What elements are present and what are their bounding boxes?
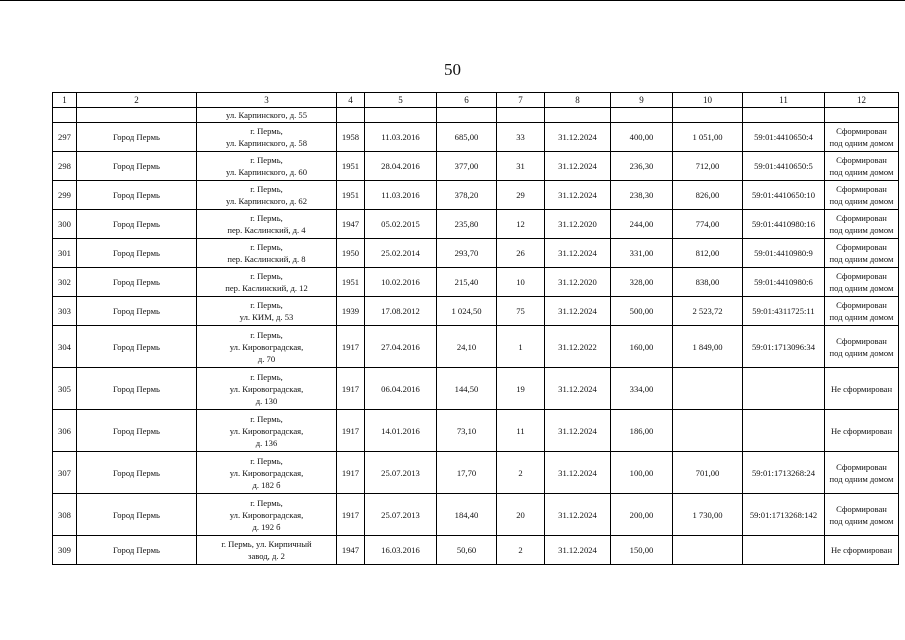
address-line: г. Пермь, ул. Кирпичный	[221, 539, 312, 549]
cell-status	[825, 326, 899, 368]
column-header: 8	[545, 93, 611, 108]
cell-address	[197, 536, 337, 565]
cell-row-number: 299	[53, 181, 77, 210]
cell-build-year: 1951	[337, 152, 365, 181]
cell-deadline: 31.12.2024	[545, 297, 611, 326]
status-line: Сформирован	[836, 300, 887, 310]
cell-settlement: Город Пермь	[77, 297, 197, 326]
cell-area: 378,20	[437, 181, 497, 210]
cell-date: 25.07.2013	[365, 452, 437, 494]
cell-amount: 238,30	[611, 181, 673, 210]
cell-residents: 11	[497, 410, 545, 452]
address-line: ул. Карпинского, д. 62	[225, 196, 308, 206]
address-line: д. 130	[255, 395, 278, 406]
cell-date: 06.04.2016	[365, 368, 437, 410]
cell-value	[673, 410, 743, 452]
cell-cadastral-number: 59:01:4410650:4	[743, 123, 825, 152]
address-line: г. Пермь,	[250, 300, 283, 310]
status-line: Сформирован	[836, 335, 887, 346]
register-table	[52, 92, 899, 565]
address-line: пер. Каслинский, д. 12	[225, 283, 308, 293]
cell-deadline: 31.12.2022	[545, 326, 611, 368]
cell-value: 1 730,00	[673, 494, 743, 536]
status-line: Не сформирован	[830, 425, 893, 436]
cell-row-number: 297	[53, 123, 77, 152]
cell-amount: 236,30	[611, 152, 673, 181]
cell-residents: 33	[497, 123, 545, 152]
cell-residents: 12	[497, 210, 545, 239]
table-row	[53, 536, 899, 565]
column-header: 3	[197, 93, 337, 108]
table-row	[53, 181, 899, 210]
cell-settlement: Город Пермь	[77, 410, 197, 452]
cell-settlement: Город Пермь	[77, 494, 197, 536]
cell-amount: 334,00	[611, 368, 673, 410]
address-line: г. Пермь,	[250, 413, 283, 424]
cell-area: 215,40	[437, 268, 497, 297]
cell-area: 1 024,50	[437, 297, 497, 326]
cell-cadastral-number: 59:01:4410980:6	[743, 268, 825, 297]
status-line: под одним домом	[829, 138, 894, 148]
empty-cell	[53, 108, 77, 123]
cell-residents: 1	[497, 326, 545, 368]
cell-residents: 19	[497, 368, 545, 410]
status-line: Сформирован	[836, 461, 887, 472]
cell-status	[825, 123, 899, 152]
cell-date: 05.02.2015	[365, 210, 437, 239]
status-line: Сформирован	[836, 242, 887, 252]
cell-cadastral-number: 59:01:4410980:16	[743, 210, 825, 239]
cell-status	[825, 268, 899, 297]
status-line: Сформирован	[836, 271, 887, 281]
cell-cadastral-number: 59:01:4410980:9	[743, 239, 825, 268]
cell-deadline: 31.12.2024	[545, 536, 611, 565]
cell-status	[825, 368, 899, 410]
cell-residents: 26	[497, 239, 545, 268]
cell-status	[825, 494, 899, 536]
cell-date: 27.04.2016	[365, 326, 437, 368]
table-row	[53, 210, 899, 239]
status-line: под одним домом	[829, 283, 894, 293]
address-line: ул. Кировоградская,	[229, 383, 304, 394]
cell-address	[197, 268, 337, 297]
cell-date: 11.03.2016	[365, 123, 437, 152]
cell-value: 1 849,00	[673, 326, 743, 368]
cell-area: 184,40	[437, 494, 497, 536]
address-line: завод, д. 2	[248, 551, 285, 561]
status-line: под одним домом	[829, 347, 894, 358]
cell-build-year: 1951	[337, 268, 365, 297]
empty-cell	[365, 108, 437, 123]
status-line: под одним домом	[829, 254, 894, 264]
address-line: ул. Кировоградская,	[229, 467, 304, 478]
cell-date: 16.03.2016	[365, 536, 437, 565]
cell-status	[825, 210, 899, 239]
column-header: 11	[743, 93, 825, 108]
cell-settlement: Город Пермь	[77, 368, 197, 410]
cell-address	[197, 239, 337, 268]
cell-cadastral-number: 59:01:1713096:34	[743, 326, 825, 368]
address-line: г. Пермь,	[250, 371, 283, 382]
empty-cell	[673, 108, 743, 123]
cell-area: 685,00	[437, 123, 497, 152]
cell-cadastral-number: 59:01:1713268:142	[743, 494, 825, 536]
address-line: г. Пермь,	[250, 455, 283, 466]
table-row	[53, 326, 899, 368]
empty-cell	[337, 108, 365, 123]
cell-date: 25.02.2014	[365, 239, 437, 268]
empty-cell	[825, 108, 899, 123]
empty-cell	[545, 108, 611, 123]
table-row	[53, 152, 899, 181]
cell-deadline: 31.12.2024	[545, 152, 611, 181]
cell-build-year: 1947	[337, 536, 365, 565]
cell-build-year: 1958	[337, 123, 365, 152]
cell-area: 17,70	[437, 452, 497, 494]
cell-build-year: 1947	[337, 210, 365, 239]
cell-row-number: 298	[53, 152, 77, 181]
table-body	[53, 93, 899, 565]
table-row	[53, 268, 899, 297]
cell-row-number: 305	[53, 368, 77, 410]
column-header: 5	[365, 93, 437, 108]
cell-cadastral-number: 59:01:4311725:11	[743, 297, 825, 326]
cell-residents: 29	[497, 181, 545, 210]
status-line: Сформирован	[836, 503, 887, 514]
cell-deadline: 31.12.2024	[545, 368, 611, 410]
cell-build-year: 1917	[337, 410, 365, 452]
cell-value: 826,00	[673, 181, 743, 210]
address-line: г. Пермь,	[250, 329, 283, 340]
cell-row-number: 301	[53, 239, 77, 268]
cell-deadline: 31.12.2024	[545, 494, 611, 536]
table-row	[53, 239, 899, 268]
address-line: д. 192 б	[252, 521, 281, 532]
address-line: д. 136	[255, 437, 278, 448]
cell-address	[197, 494, 337, 536]
continuation-row	[53, 108, 899, 123]
cell-date: 11.03.2016	[365, 181, 437, 210]
address-line: г. Пермь,	[250, 155, 283, 165]
status-line: Сформирован	[836, 184, 887, 194]
empty-cell	[437, 108, 497, 123]
cell-address	[197, 368, 337, 410]
cell-value	[673, 536, 743, 565]
cell-deadline: 31.12.2024	[545, 181, 611, 210]
cell-cadastral-number: 59:01:1713268:24	[743, 452, 825, 494]
address-line: пер. Каслинский, д. 4	[227, 225, 306, 235]
cell-residents: 20	[497, 494, 545, 536]
status-line: под одним домом	[829, 473, 894, 484]
status-line: Сформирован	[836, 155, 887, 165]
cell-deadline: 31.12.2024	[545, 239, 611, 268]
cell-residents: 10	[497, 268, 545, 297]
empty-cell	[743, 108, 825, 123]
cell-cadastral-number: 59:01:4410650:5	[743, 152, 825, 181]
cell-settlement: Город Пермь	[77, 326, 197, 368]
cell-settlement: Город Пермь	[77, 123, 197, 152]
cell-amount: 331,00	[611, 239, 673, 268]
column-header: 12	[825, 93, 899, 108]
cell-build-year: 1917	[337, 494, 365, 536]
cell-deadline: 31.12.2020	[545, 210, 611, 239]
table-row	[53, 494, 899, 536]
cell-amount: 200,00	[611, 494, 673, 536]
cell-address	[197, 152, 337, 181]
cell-amount: 500,00	[611, 297, 673, 326]
cell-status	[825, 152, 899, 181]
cell-area: 24,10	[437, 326, 497, 368]
cell-amount: 328,00	[611, 268, 673, 297]
cell-settlement: Город Пермь	[77, 152, 197, 181]
status-line: под одним домом	[829, 196, 894, 206]
cell-build-year: 1939	[337, 297, 365, 326]
column-header: 10	[673, 93, 743, 108]
cell-status	[825, 239, 899, 268]
cell-address	[197, 410, 337, 452]
cell-row-number: 303	[53, 297, 77, 326]
cell-cadastral-number	[743, 536, 825, 565]
address-line: г. Пермь,	[250, 184, 283, 194]
cell-residents: 2	[497, 536, 545, 565]
top-rule	[0, 0, 905, 1]
address-line: ул. Кировоградская,	[229, 341, 304, 352]
address-line: ул. Кировоградская,	[229, 425, 304, 436]
cell-area: 377,00	[437, 152, 497, 181]
cell-settlement: Город Пермь	[77, 536, 197, 565]
cell-amount: 160,00	[611, 326, 673, 368]
cell-amount: 100,00	[611, 452, 673, 494]
address-line: ул. КИМ, д. 53	[239, 312, 294, 322]
cell-area: 73,10	[437, 410, 497, 452]
cell-deadline: 31.12.2020	[545, 268, 611, 297]
status-line: Не сформирован	[830, 383, 893, 394]
cell-settlement: Город Пермь	[77, 181, 197, 210]
cell-cadastral-number	[743, 410, 825, 452]
cell-status	[825, 297, 899, 326]
cell-row-number: 308	[53, 494, 77, 536]
cell-status	[825, 452, 899, 494]
cell-address	[197, 123, 337, 152]
column-header: 9	[611, 93, 673, 108]
cell-area: 50,60	[437, 536, 497, 565]
cell-deadline: 31.12.2024	[545, 123, 611, 152]
address-line: г. Пермь,	[250, 242, 283, 252]
cell-build-year: 1950	[337, 239, 365, 268]
column-header: 6	[437, 93, 497, 108]
cell-amount: 186,00	[611, 410, 673, 452]
address-line: д. 182 б	[252, 479, 281, 490]
page-number: 50	[444, 60, 461, 79]
column-header: 4	[337, 93, 365, 108]
address-line: ул. Карпинского, д. 58	[225, 138, 308, 148]
cell-address	[197, 181, 337, 210]
cell-status	[825, 181, 899, 210]
cell-status	[825, 536, 899, 565]
cell-settlement: Город Пермь	[77, 210, 197, 239]
address-line: пер. Каслинский, д. 8	[227, 254, 306, 264]
cell-residents: 2	[497, 452, 545, 494]
status-line: Не сформирован	[830, 545, 893, 555]
cell-date: 10.02.2016	[365, 268, 437, 297]
table-row	[53, 123, 899, 152]
cell-value: 838,00	[673, 268, 743, 297]
table-row	[53, 452, 899, 494]
cell-row-number: 306	[53, 410, 77, 452]
cell-value: 774,00	[673, 210, 743, 239]
cell-deadline: 31.12.2024	[545, 410, 611, 452]
cell-row-number: 309	[53, 536, 77, 565]
column-header: 2	[77, 93, 197, 108]
cell-settlement: Город Пермь	[77, 268, 197, 297]
cell-area: 293,70	[437, 239, 497, 268]
cell-area: 144,50	[437, 368, 497, 410]
address-line: ул. Карпинского, д. 60	[225, 167, 308, 177]
cell-date: 28.04.2016	[365, 152, 437, 181]
cell-amount: 150,00	[611, 536, 673, 565]
status-line: под одним домом	[829, 225, 894, 235]
cell-settlement: Город Пермь	[77, 452, 197, 494]
cell-date: 17.08.2012	[365, 297, 437, 326]
cell-row-number: 302	[53, 268, 77, 297]
status-line: под одним домом	[829, 312, 894, 322]
cell-residents: 75	[497, 297, 545, 326]
address-line: ул. Кировоградская,	[229, 509, 304, 520]
table-row	[53, 410, 899, 452]
cell-area: 235,80	[437, 210, 497, 239]
cell-row-number: 300	[53, 210, 77, 239]
address-line: г. Пермь,	[250, 497, 283, 508]
cell-amount: 400,00	[611, 123, 673, 152]
cell-deadline: 31.12.2024	[545, 452, 611, 494]
cell-date: 25.07.2013	[365, 494, 437, 536]
cell-cadastral-number	[743, 368, 825, 410]
cell-address	[197, 297, 337, 326]
empty-cell	[611, 108, 673, 123]
empty-cell	[497, 108, 545, 123]
address-line: г. Пермь,	[250, 271, 283, 281]
cell-build-year: 1917	[337, 368, 365, 410]
cell-value: 712,00	[673, 152, 743, 181]
cell-date: 14.01.2016	[365, 410, 437, 452]
column-header: 1	[53, 93, 77, 108]
empty-cell	[77, 108, 197, 123]
address-line: г. Пермь,	[250, 126, 283, 136]
header-row	[53, 93, 899, 108]
cell-row-number: 307	[53, 452, 77, 494]
cell-address	[197, 210, 337, 239]
cell-build-year: 1917	[337, 326, 365, 368]
cell-build-year: 1951	[337, 181, 365, 210]
status-line: Сформирован	[836, 213, 887, 223]
status-line: под одним домом	[829, 515, 894, 526]
cell-address	[197, 452, 337, 494]
cell-value: 2 523,72	[673, 297, 743, 326]
column-header: 7	[497, 93, 545, 108]
cell-value	[673, 368, 743, 410]
cell-amount: 244,00	[611, 210, 673, 239]
cell-address	[197, 326, 337, 368]
cell-value: 701,00	[673, 452, 743, 494]
cell-value: 1 051,00	[673, 123, 743, 152]
table-row	[53, 297, 899, 326]
cell-residents: 31	[497, 152, 545, 181]
address-line: г. Пермь,	[250, 213, 283, 223]
status-line: Сформирован	[836, 126, 887, 136]
cell-cadastral-number: 59:01:4410650:10	[743, 181, 825, 210]
cell-settlement: Город Пермь	[77, 239, 197, 268]
table-row	[53, 368, 899, 410]
status-line: под одним домом	[829, 167, 894, 177]
cell-build-year: 1917	[337, 452, 365, 494]
cell-value: 812,00	[673, 239, 743, 268]
continuation-address: ул. Карпинского, д. 55	[197, 108, 337, 123]
cell-row-number: 304	[53, 326, 77, 368]
address-line: д. 70	[257, 353, 276, 364]
cell-status	[825, 410, 899, 452]
